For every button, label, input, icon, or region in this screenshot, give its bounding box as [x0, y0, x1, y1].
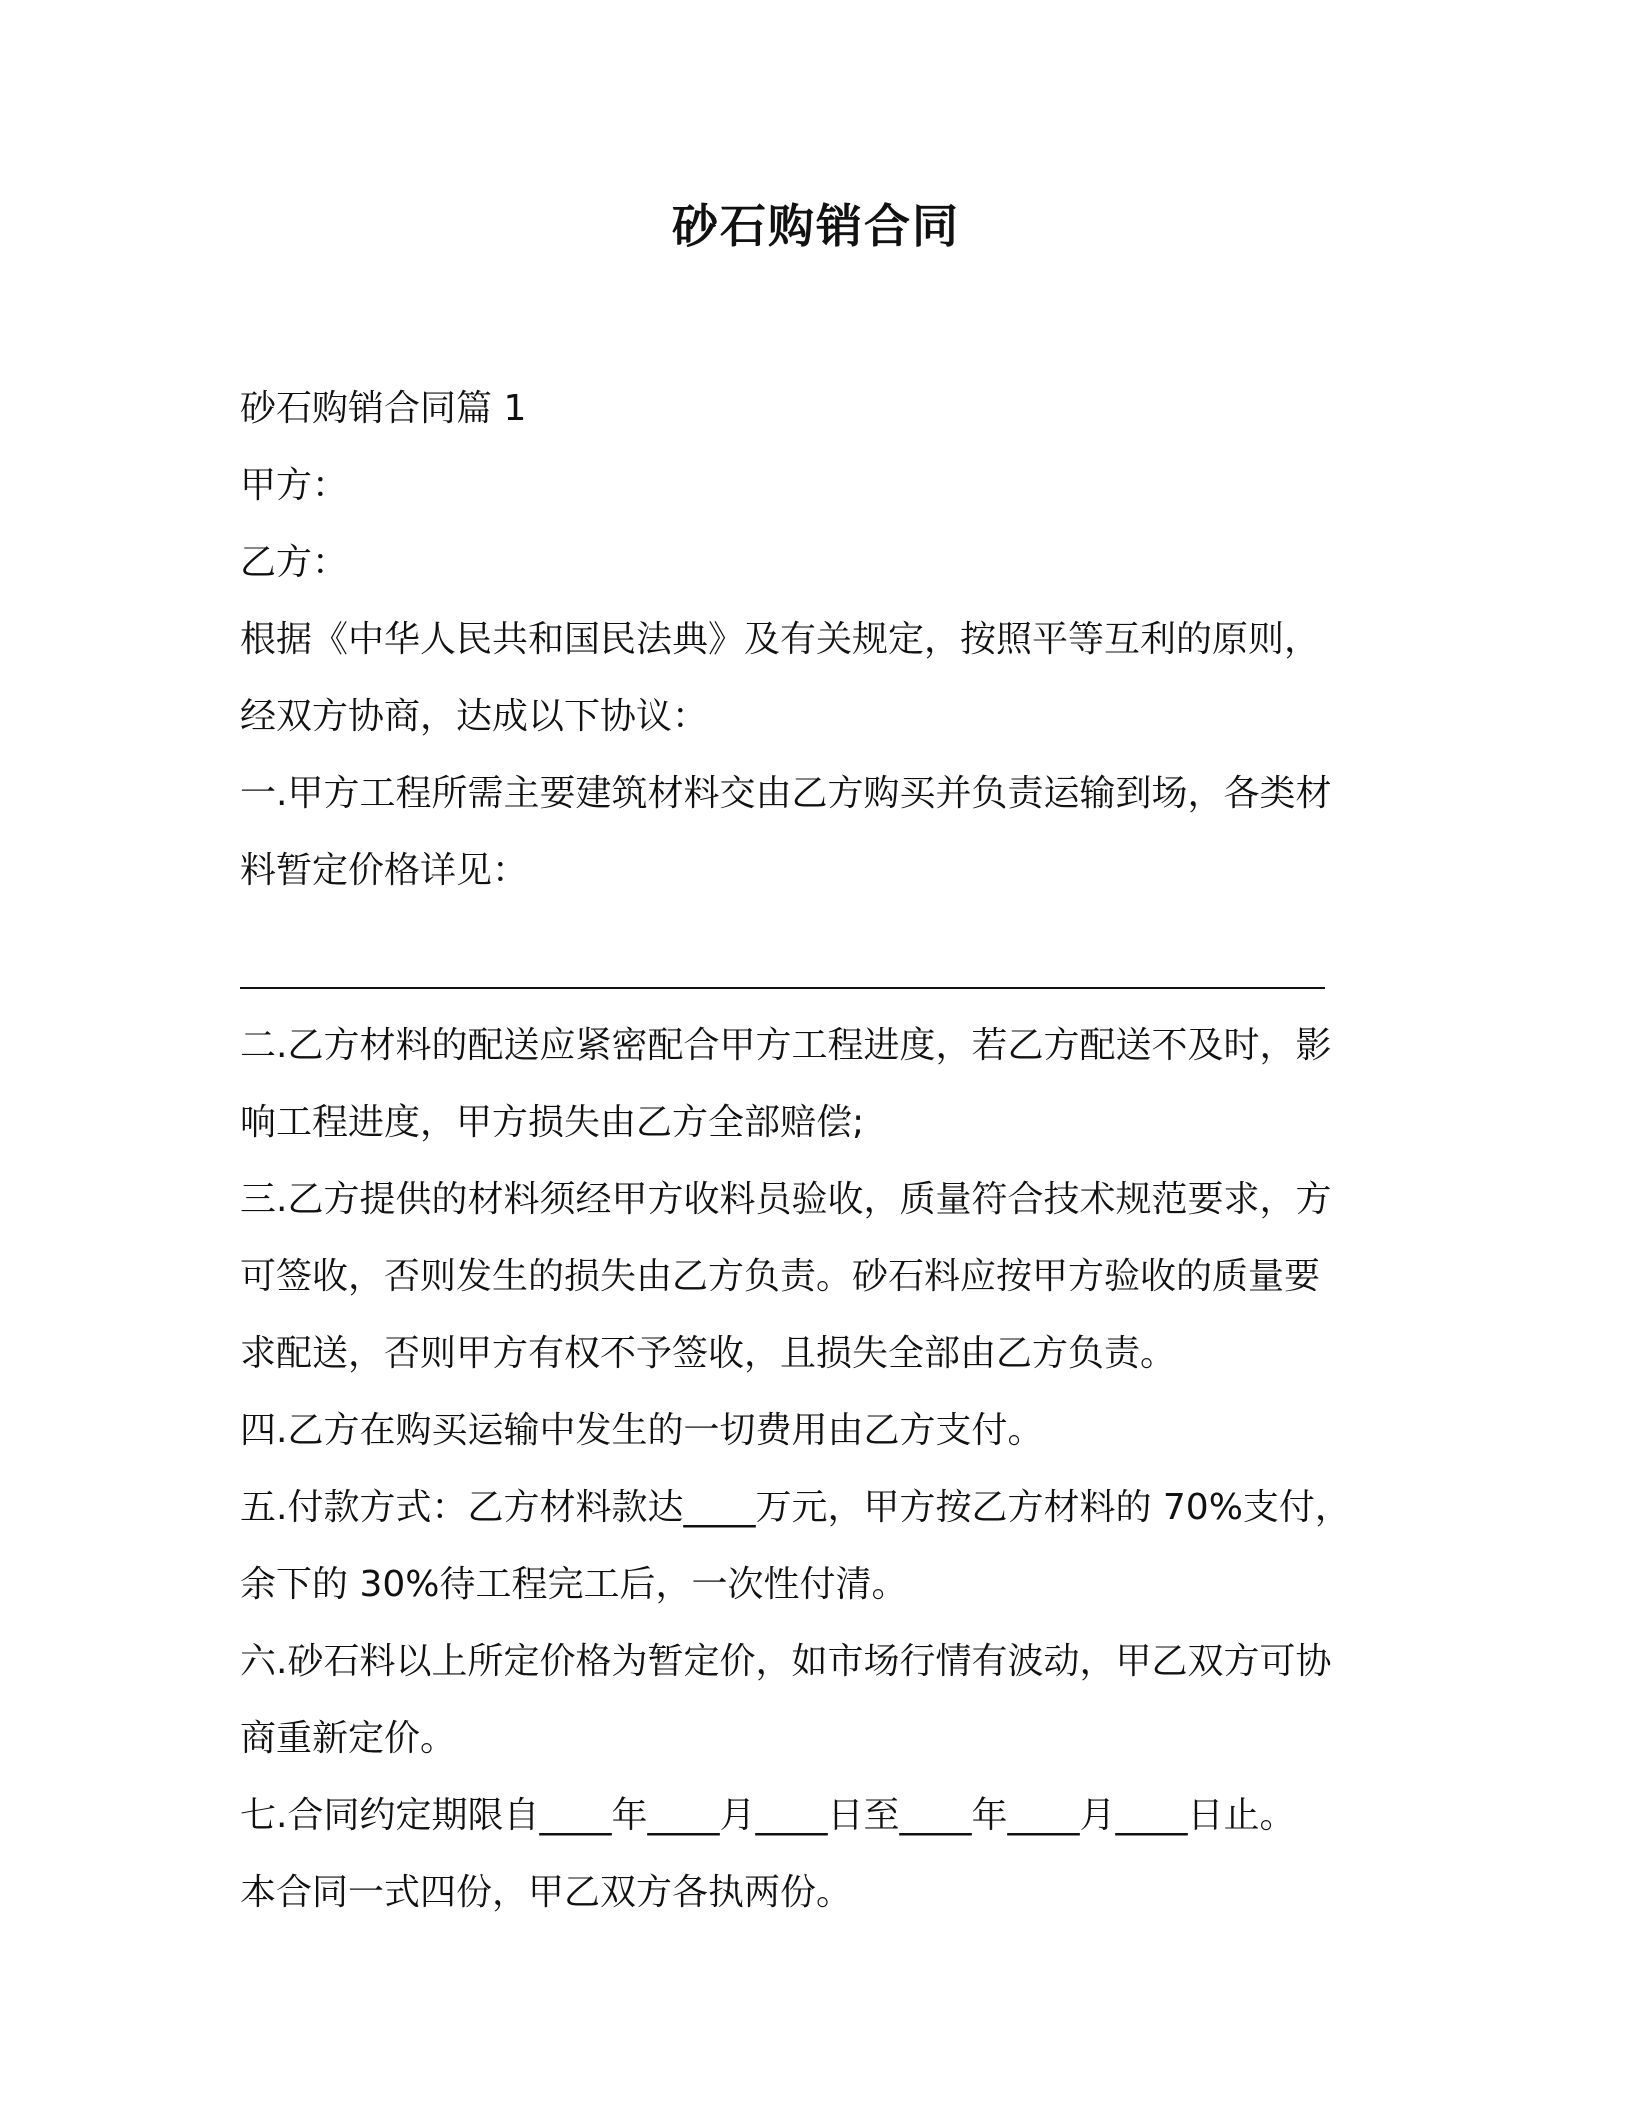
- section-heading: 砂石购销合同篇 1: [240, 388, 527, 429]
- document-title: 砂石购销合同: [672, 199, 960, 253]
- closing-line: 本合同一式四份，甲乙双方各执两份。: [240, 1872, 853, 1913]
- clause-2-line: 二.乙方材料的配送应紧密配合甲方工程进度，若乙方配送不及时，影: [240, 1025, 1332, 1066]
- preamble-line: 根据《中华人民共和国民法典》及有关规定，按照平等互利的原则，: [240, 619, 1321, 660]
- clause-2-line: 响工程进度，甲方损失由乙方全部赔偿;: [240, 1102, 865, 1143]
- clause-7-line: 七.合同约定期限自____年____月____日至____年____月____日止。: [240, 1795, 1296, 1836]
- clause-4-line: 四.乙方在购买运输中发生的一切费用由乙方支付。: [240, 1410, 1044, 1451]
- clause-3-line: 求配送，否则甲方有权不予签收，且损失全部由乙方负责。: [240, 1333, 1177, 1374]
- blank-fill-line: [240, 909, 1400, 1007]
- clause-6-line: 六.砂石料以上所定价格为暂定价，如市场行情有波动，甲乙双方可协: [240, 1641, 1332, 1682]
- clause-3-line: 可签收，否则发生的损失由乙方负责。砂石料应按甲方验收的质量要: [240, 1256, 1321, 1297]
- document-body: [240, 370, 1400, 1931]
- clause-1-line: 一.甲方工程所需主要建筑材料交由乙方购买并负责运输到场，各类材: [240, 773, 1332, 814]
- clause-3-line: 三.乙方提供的材料须经甲方收料员验收，质量符合技术规范要求，方: [240, 1179, 1332, 1220]
- party-b-line: 乙方：: [240, 542, 349, 583]
- party-a-line: 甲方：: [240, 465, 349, 506]
- clause-5-line: 余下的 30%待工程完工后，一次性付清。: [240, 1564, 908, 1605]
- clause-5-line: 五.付款方式：乙方材料款达____万元，甲方按乙方材料的 70%支付，: [240, 1487, 1351, 1528]
- clause-1-line: 料暂定价格详见：: [240, 850, 529, 891]
- underline-rule: [240, 987, 1325, 989]
- clause-6-line: 商重新定价。: [240, 1718, 457, 1759]
- preamble-line: 经双方协商，达成以下协议：: [240, 696, 709, 737]
